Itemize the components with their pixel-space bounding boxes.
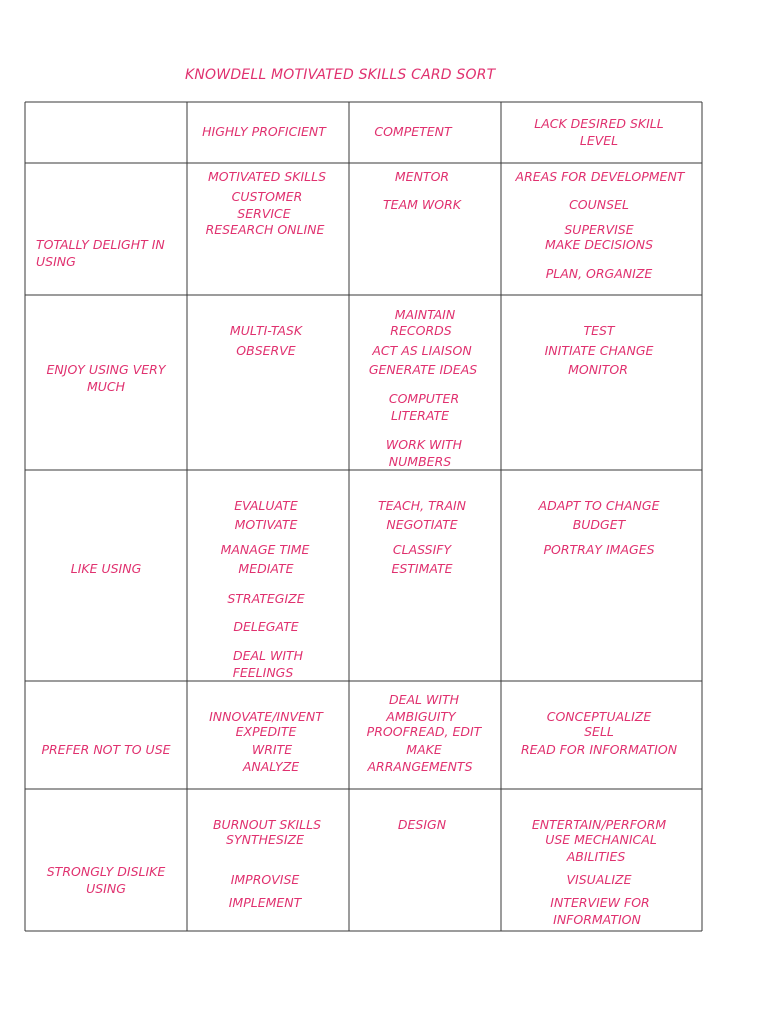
skill-item: FEELINGS — [232, 665, 294, 680]
skill-item: STRATEGIZE — [227, 591, 305, 606]
skill-item: EVALUATE — [234, 498, 298, 513]
skill-item: SYNTHESIZE — [226, 832, 304, 847]
skill-item: INITIATE CHANGE — [544, 343, 654, 358]
skill-item: INFORMATION — [553, 912, 641, 927]
skill-item: NEGOTIATE — [386, 517, 458, 532]
skill-item: RESEARCH ONLINE — [205, 222, 325, 237]
skill-item: USE MECHANICAL — [545, 832, 657, 847]
skill-item: IMPLEMENT — [228, 895, 302, 910]
skill-item: ANALYZE — [242, 759, 300, 774]
skill-item: DELEGATE — [233, 619, 299, 634]
skill-item: MULTI-TASK — [229, 323, 303, 338]
row-label-totally-delight-2: USING — [36, 254, 76, 269]
header-competent: COMPETENT — [374, 124, 452, 139]
skill-item: SUPERVISE — [564, 222, 634, 237]
skill-item: ADAPT TO CHANGE — [538, 498, 660, 513]
skill-item: MEDIATE — [238, 561, 294, 576]
header-lack-desired-skill: LACK DESIRED SKILL — [534, 116, 664, 131]
skill-item: ARRANGEMENTS — [367, 759, 473, 774]
skill-item: IMPROVISE — [230, 872, 300, 887]
skill-item: CONCEPTUALIZE — [546, 709, 652, 724]
skill-item: SELL — [584, 724, 614, 739]
skill-item: DEAL WITH — [232, 648, 304, 663]
skill-item: INNOVATE/INVENT — [209, 709, 323, 724]
skill-item: MOTIVATE — [234, 517, 298, 532]
skill-item: ABILITIES — [566, 849, 626, 864]
row-label-enjoy-using-2: MUCH — [86, 379, 126, 394]
row-label-enjoy-using: ENJOY USING VERY — [46, 362, 166, 377]
row-label-prefer-not: PREFER NOT TO USE — [41, 742, 171, 757]
skill-item: ENTERTAIN/PERFORM — [531, 817, 667, 832]
skill-item: WRITE — [251, 742, 293, 757]
row-label-strongly-dislike-2: USING — [86, 881, 126, 896]
skill-item: MENTOR — [394, 169, 450, 184]
skill-item: RECORDS — [390, 323, 452, 338]
skill-item: WORK WITH — [385, 437, 463, 452]
skill-item: TEAM WORK — [383, 197, 461, 212]
skill-item: CUSTOMER — [231, 189, 303, 204]
skill-item: OBSERVE — [236, 343, 296, 358]
skill-item: GENERATE IDEAS — [368, 362, 478, 377]
skill-item: COMPUTER — [388, 391, 460, 406]
skill-item: TEST — [583, 323, 615, 338]
skill-item: READ FOR INFORMATION — [520, 742, 678, 757]
skill-item: BURNOUT SKILLS — [212, 817, 322, 832]
skill-item: DESIGN — [397, 817, 447, 832]
skill-item: SERVICE — [237, 206, 291, 221]
row-label-strongly-dislike: STRONGLY DISLIKE — [46, 864, 166, 879]
skill-item: ESTIMATE — [391, 561, 453, 576]
skill-item: MONITOR — [568, 362, 628, 377]
skill-item: DEAL WITH — [388, 692, 460, 707]
skill-item: NUMBERS — [388, 454, 452, 469]
skill-item: TEACH, TRAIN — [377, 498, 467, 513]
skill-item: MAKE — [406, 742, 442, 757]
skill-item: LITERATE — [390, 408, 450, 423]
row-label-totally-delight: TOTALLY DELIGHT IN — [36, 237, 165, 252]
skill-item: PORTRAY IMAGES — [543, 542, 655, 557]
skill-item: CLASSIFY — [392, 542, 452, 557]
skill-item: PLAN, ORGANIZE — [545, 266, 653, 281]
skill-item: VISUALIZE — [566, 872, 632, 887]
skill-item: COUNSEL — [569, 197, 629, 212]
skill-item: MOTIVATED SKILLS — [207, 169, 327, 184]
row-label-like-using: LIKE USING — [70, 561, 142, 576]
skill-item: AMBIGUITY — [386, 709, 456, 724]
skill-item: AREAS FOR DEVELOPMENT — [515, 169, 685, 184]
skill-item: MAINTAIN — [394, 307, 456, 322]
skill-item: INTERVIEW FOR — [550, 895, 650, 910]
skill-item: EXPEDITE — [235, 724, 297, 739]
document-title: KNOWDELL MOTIVATED SKILLS CARD SORT — [185, 67, 496, 83]
header-lack-desired-skill-level: LEVEL — [579, 133, 619, 148]
skill-item: PROOFREAD, EDIT — [366, 724, 482, 739]
skill-item: MAKE DECISIONS — [544, 237, 654, 252]
skill-item: MANAGE TIME — [220, 542, 310, 557]
skill-item: BUDGET — [572, 517, 626, 532]
skill-item: ACT AS LIAISON — [372, 343, 472, 358]
header-highly-proficient: HIGHLY PROFICIENT — [202, 124, 326, 139]
